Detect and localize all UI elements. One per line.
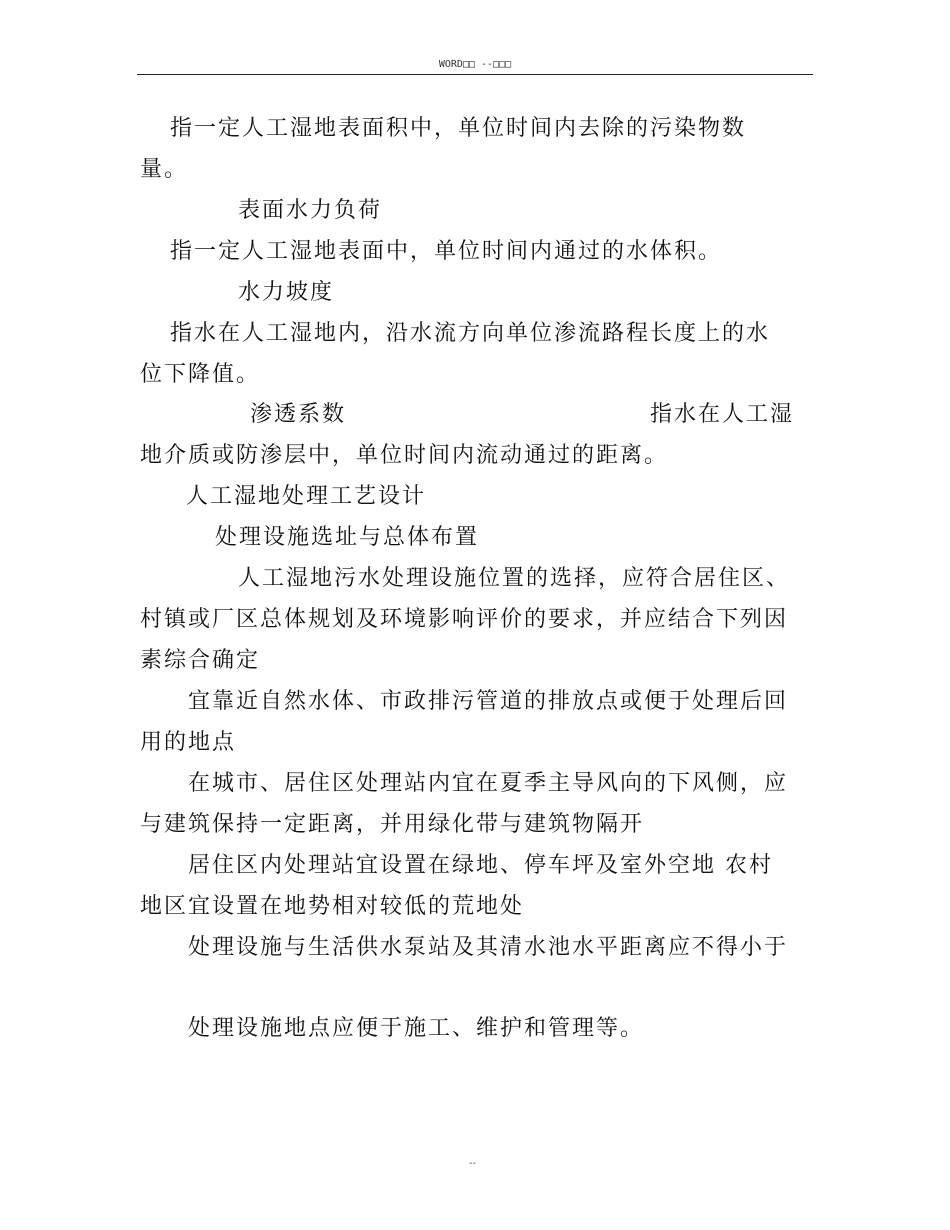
text-line: 在城市、居住区处理站内宜在夏季主导风向的下风侧，应 <box>188 771 789 796</box>
text-line: 村镇或厂区总体规划及环境影响评价的要求，并应结合下列因 <box>140 607 789 632</box>
section-heading: 渗透系数 <box>250 402 347 427</box>
text-line: 量。 <box>140 157 189 182</box>
page-footer: -- <box>469 1158 477 1169</box>
text-line: 宜靠近自然水体、市政排污管道的排放点或便于处理后回 <box>188 689 789 714</box>
section-heading: 水力坡度 <box>238 280 335 305</box>
text-line: 指水在人工湿地内，沿水流方向单位渗流路程长度上的水 <box>170 321 771 346</box>
section-heading: 表面水力负荷 <box>238 198 383 223</box>
text-line: 指水在人工湿 <box>650 402 795 427</box>
text-line: 素综合确定 <box>140 648 261 673</box>
text-line: 与建筑保持一定距离，并用绿化带与建筑物隔开 <box>140 812 645 837</box>
section-heading: 人工湿地处理工艺设计 <box>186 484 427 509</box>
text-line: 处理设施地点应便于施工、维护和管理等。 <box>188 1016 645 1041</box>
text-line: 位下降值。 <box>140 362 261 387</box>
text-line: 居住区内处理站宜设置在绿地、停车坪及室外空地 农村 <box>188 853 773 878</box>
text-line: 用的地点 <box>140 730 237 755</box>
text-line: 指一定人工湿地表面中，单位时间内通过的水体积。 <box>170 239 723 264</box>
text-line: 处理设施与生活供水泵站及其清水池水平距离应不得小于 <box>188 935 789 960</box>
text-line: 地区宜设置在地势相对较低的荒地处 <box>140 894 525 919</box>
page-header: WORD□□ --□□□ <box>137 58 813 75</box>
text-line: 人工湿地污水处理设施位置的选择，应符合居住区、 <box>238 566 791 591</box>
section-heading: 处理设施选址与总体布置 <box>215 525 480 550</box>
text-line: 指一定人工湿地表面积中，单位时间内去除的污染物数 <box>170 116 747 141</box>
text-line: 地介质或防渗层中，单位时间内流动通过的距离。 <box>140 443 669 468</box>
